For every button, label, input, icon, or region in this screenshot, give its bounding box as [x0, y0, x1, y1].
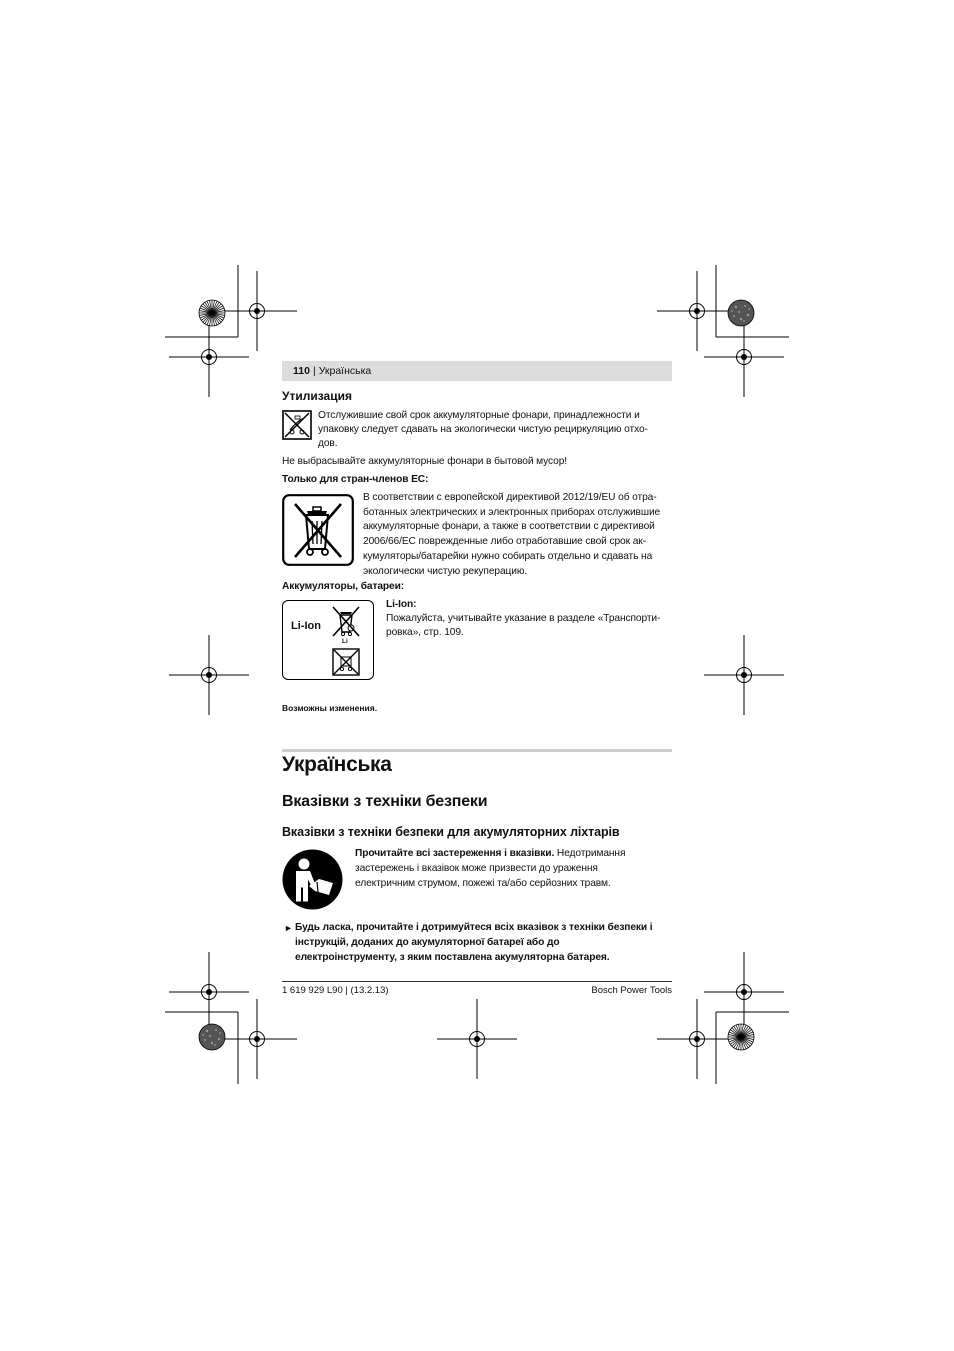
eu-text: [363, 491, 675, 579]
footer-right: Bosch Power Tools: [591, 985, 672, 996]
eu-text-line: аккумуляторные фонари, а также в соответствии с директивой: [363, 521, 655, 533]
bullet-text-line: інструкцій, доданих до акумуляторної батареї або до: [295, 936, 560, 948]
recycle-crossed-icon: [282, 410, 312, 440]
bullet-text: [295, 921, 675, 965]
liion-icon-label: Li-Ion: [291, 620, 321, 632]
battery-title: Аккумуляторы, батареи:: [282, 581, 405, 592]
page-header: [282, 361, 672, 381]
read-warning-rest: Недотримання: [554, 848, 626, 859]
read-warning-line: застережень і вказівок може призвести до ураження: [355, 863, 598, 874]
subsection-title: Вказівки з техніки безпеки для акумуляторних ліхтарів: [282, 825, 620, 839]
safety-title: Вказівки з техніки безпеки: [282, 793, 488, 810]
section-title: Українська: [282, 753, 392, 776]
disposal-intro-line: Отслужившие свой срок аккумуляторные фонари, принадлежности и: [318, 410, 640, 421]
eu-text-line: В соответствии с европейской директивой 2012/19/EU об отра-: [363, 492, 657, 503]
eu-title: Только для стран-членов ЕС:: [282, 474, 429, 485]
bullet-text-line: Будь ласка, прочитайте і дотримуйтеся всіх вказівок з техніки безпеки і: [295, 922, 653, 933]
bullet-text-line: електроінструменту, з яким поставлена акумуляторна батарея.: [295, 951, 610, 963]
read-warning-line: електричним струмом, пожежі та/або серйозних травм.: [355, 878, 611, 889]
disposal-intro: [318, 409, 674, 451]
li-small-label: Li: [342, 638, 348, 645]
liion-text-line: ровка», стр. 109.: [386, 627, 464, 638]
disposal-intro-line: дов.: [318, 438, 338, 449]
read-warning-text: [355, 846, 675, 891]
eu-text-line: ботанных электрических и электронных приборах отслужившие: [363, 506, 661, 518]
liion-symbol-box: [282, 600, 374, 680]
eu-text-line: 2006/66/EC поврежденные либо отработавшие свой срок ак-: [363, 536, 646, 548]
disposal-warning: Не выбрасывайте аккумуляторные фонари в бытовой мусор!: [282, 456, 568, 467]
footer-rule: [282, 981, 672, 982]
header-language: Українська: [318, 365, 372, 377]
eu-text-line: кумуляторы/батарейки нужно собирать отдельно и сдавать на: [363, 550, 653, 562]
disposal-intro-line: упаковку следует сдавать на экологически чистую рециркуляцию отхо-: [318, 424, 648, 435]
changes-note: Возможны изменения.: [282, 703, 378, 713]
eu-text-line: экологически чистую рекуперацию.: [363, 565, 528, 577]
footer-left: 1 619 929 L90 | (13.2.13): [282, 985, 389, 996]
battery-bin-crossed-icon: [329, 604, 363, 638]
liion-text-line: Пожалуйста, учитывайте указание в разделе «Транспорти-: [386, 613, 661, 624]
bullet-marker: ►: [284, 923, 293, 933]
read-warning-bold: Прочитайте всі застереження і вказівки.: [355, 848, 555, 859]
page-number: 110: [293, 365, 310, 377]
liion-text: [386, 612, 676, 640]
weee-bin-crossed-icon: [282, 494, 354, 566]
header-separator: |: [312, 365, 316, 377]
section-rule: [282, 749, 672, 752]
liion-label: Li-Ion:: [386, 599, 417, 610]
disposal-title: Утилизация: [282, 389, 352, 403]
recycle-small-crossed-icon: [332, 648, 360, 676]
read-manual-icon: [282, 849, 343, 910]
